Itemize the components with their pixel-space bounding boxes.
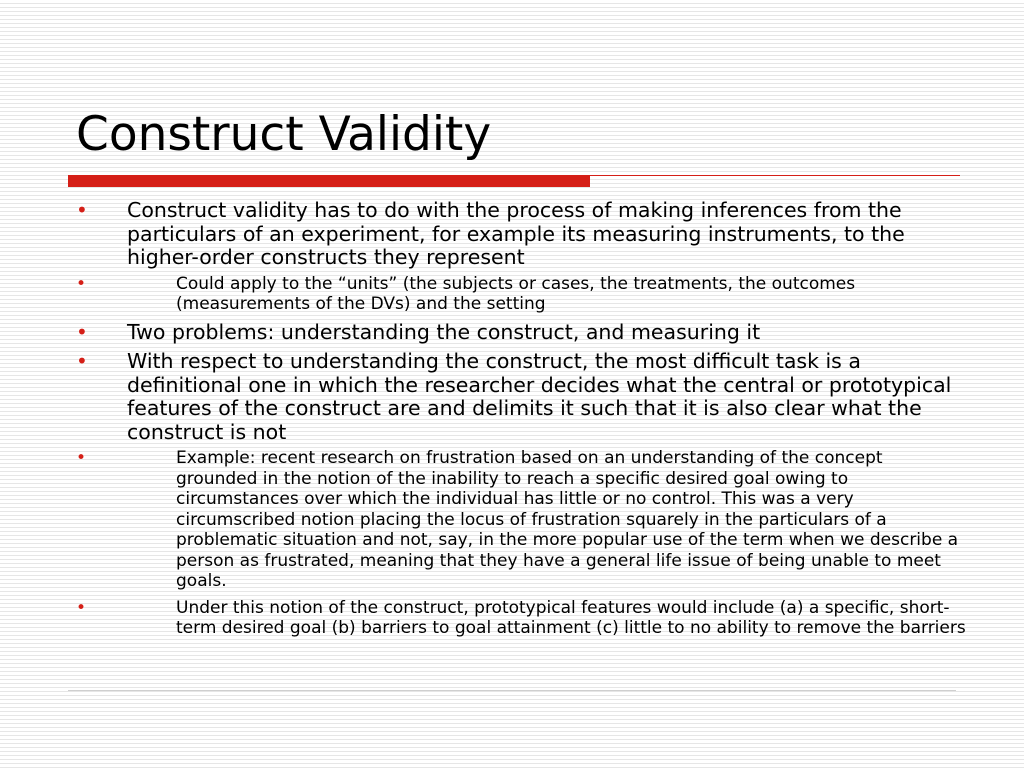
bullet-list: [76, 199, 966, 639]
footer-divider: [68, 690, 956, 691]
bullet-text: Two problems: understanding the construct, and measuring it: [127, 319, 761, 344]
sub-bullet-text: Example: recent research on frustration based on an understanding of the concept grounded in the notion of the inability to reach a specific desired goal owing to circumstances over which the individual has little or no control. This was a very circumscribed notion placing the locus of frustration squarely in the particulars of a problematic situation and not, say, in the more popular use of the term when we describe a person as frustrated, meaning that they have a general life issue of being unable to meet goals.: [176, 448, 959, 591]
bullet-icon: •: [76, 448, 87, 468]
title-underline-thin: [590, 175, 960, 176]
slide-title: Construct Validity: [76, 107, 492, 162]
bullet-item: [76, 350, 966, 639]
slide-content: [76, 199, 966, 645]
bullet-icon: •: [76, 198, 88, 222]
bullet-item: [76, 321, 966, 345]
sub-bullet-list: [76, 448, 966, 639]
sub-bullet-list: [76, 273, 966, 315]
title-underline-thick: [68, 175, 590, 187]
sub-bullet-item: [76, 597, 966, 639]
sub-bullet-item: [76, 448, 966, 592]
bullet-text: Construct validity has to do with the process of making inferences from the particulars of an experiment, for example its measuring instruments, to the higher-order constructs they represent: [127, 198, 905, 269]
sub-bullet-text: Under this notion of the construct, prototypical features would include (a) a specific, short-term desired goal (b) barriers to goal attainment (c) little to no ability to remove the barriers: [176, 597, 966, 638]
bullet-text: With respect to understanding the construct, the most difficult task is a definitional one in which the researcher decides what the central or prototypical features of the construct are and delimits it such that it is also clear what the construct is not: [127, 349, 952, 444]
bullet-item: [76, 199, 966, 315]
bullet-icon: •: [76, 319, 88, 344]
sub-bullet-text: Could apply to the “units” (the subjects or cases, the treatments, the outcomes (measurements of the DVs) and the setting: [176, 273, 856, 314]
bullet-icon: •: [76, 597, 87, 618]
bullet-icon: •: [76, 273, 87, 294]
sub-bullet-item: [76, 273, 966, 315]
bullet-icon: •: [76, 349, 88, 373]
